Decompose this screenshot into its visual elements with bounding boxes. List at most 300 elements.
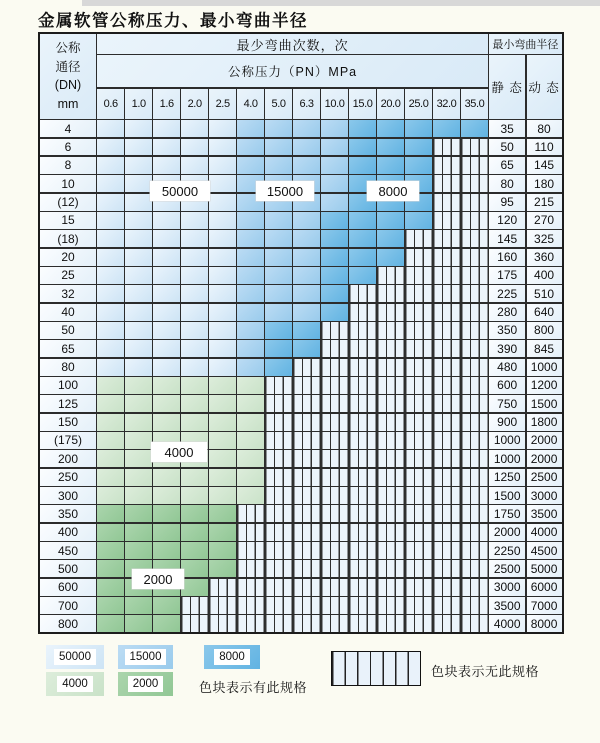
spec-cell [209,524,236,541]
spec-cell [293,212,320,229]
spec-cell [125,432,152,449]
band-label-50000: 50000 [150,181,210,201]
legend-no-spec-note: 色块表示无此规格 [431,664,540,679]
static-radius-cell: 1000 [489,450,525,467]
dynamic-radius-cell: 2000 [527,450,562,467]
spec-cell [377,597,404,614]
dn-cell: 65 [40,340,96,357]
spec-cell [293,560,320,577]
dynamic-radius-cell: 4500 [527,542,562,559]
spec-cell [377,579,404,596]
spec-cell [461,377,488,394]
static-radius-cell: 2500 [489,560,525,577]
legend-chip-8000 [204,645,260,669]
spec-cell [181,139,208,156]
dn-column-header [40,34,96,119]
spec-cell [349,340,376,357]
dynamic-radius-cell: 510 [527,285,562,302]
band-label-15000: 15000 [256,181,314,201]
spec-cell [461,175,488,192]
legend-chip-50000-value: 50000 [54,649,96,665]
dynamic-radius-cell: 5000 [527,560,562,577]
spec-cell [125,322,152,339]
spec-cell [181,579,208,596]
spec-cell [237,120,264,137]
spec-cell [405,450,432,467]
spec-cell [433,230,460,247]
pressure-tick: 32.0 [433,89,460,119]
spec-cell [265,249,292,266]
spec-cell [293,542,320,559]
spec-cell [125,212,152,229]
spec-cell [97,615,124,632]
spec-cell [97,249,124,266]
spec-cell [265,304,292,321]
spec-cell [321,359,348,376]
spec-cell [405,249,432,266]
spec-cell [433,597,460,614]
spec-cell [265,450,292,467]
spec-cell [293,579,320,596]
spec-cell [293,524,320,541]
spec-cell [321,230,348,247]
spec-cell [125,450,152,467]
legend-no-spec-swatch [331,651,421,686]
spec-cell [181,340,208,357]
spec-cell [405,505,432,522]
static-radius-cell: 1250 [489,469,525,486]
spec-cell [209,212,236,229]
spec-cell [209,377,236,394]
spec-cell [237,450,264,467]
spec-cell [97,487,124,504]
spec-cell [405,469,432,486]
spec-cell [377,524,404,541]
dn-cell: 350 [40,505,96,522]
spec-cell [209,139,236,156]
spec-cell [433,560,460,577]
spec-cell [405,414,432,431]
spec-cell [153,249,180,266]
spec-cell [321,450,348,467]
dn-cell: 400 [40,524,96,541]
dn-cell: 32 [40,285,96,302]
spec-cell [349,579,376,596]
spec-cell [125,139,152,156]
spec-cell [125,230,152,247]
dynamic-radius-cell: 8000 [527,615,562,632]
spec-cell [209,249,236,266]
spec-cell [293,505,320,522]
dn-cell: 40 [40,304,96,321]
spec-cell [377,505,404,522]
spec-cell [125,615,152,632]
spec-cell [349,450,376,467]
static-radius-cell: 900 [489,414,525,431]
spec-cell [209,157,236,174]
dynamic-radius-cell: 180 [527,175,562,192]
spec-cell [125,194,152,211]
spec-cell [293,139,320,156]
spec-cell [125,395,152,412]
spec-cell [321,414,348,431]
spec-cell [209,560,236,577]
spec-cell [237,432,264,449]
spec-cell [125,249,152,266]
dn-cell: 80 [40,359,96,376]
spec-cell [237,139,264,156]
spec-cell [97,230,124,247]
spec-cell [349,505,376,522]
spec-cell [237,505,264,522]
dn-column-header-line: (DN) [54,78,82,93]
dynamic-radius-cell: 400 [527,267,562,284]
static-radius-cell: 175 [489,267,525,284]
spec-cell [209,505,236,522]
pressure-tick: 35.0 [461,89,488,119]
spec-cell [405,230,432,247]
spec-cell [209,469,236,486]
dynamic-radius-cell: 2000 [527,432,562,449]
spec-cell [125,340,152,357]
dynamic-column-header: 动 态 [527,55,562,118]
spec-cell [377,615,404,632]
dn-cell: 4 [40,120,96,137]
spec-cell [97,450,124,467]
spec-cell [181,560,208,577]
spec-cell [433,139,460,156]
spec-cell [181,359,208,376]
spec-cell [153,542,180,559]
spec-cell [377,212,404,229]
spec-cell [181,542,208,559]
pressure-header: 公称压力（PN）MPa [97,55,487,87]
static-radius-cell: 4000 [489,615,525,632]
spec-cell [293,615,320,632]
dynamic-radius-cell: 2500 [527,469,562,486]
spec-cell [293,597,320,614]
spec-cell [377,377,404,394]
spec-cell [209,267,236,284]
dn-cell: 25 [40,267,96,284]
spec-cell [405,157,432,174]
static-radius-cell: 600 [489,377,525,394]
spec-cell [349,230,376,247]
dn-cell: (12) [40,194,96,211]
spec-cell [265,615,292,632]
spec-cell [377,469,404,486]
spec-cell [209,175,236,192]
pressure-tick: 25.0 [405,89,432,119]
spec-cell [405,322,432,339]
spec-cell [97,469,124,486]
spec-cell [209,304,236,321]
pressure-tick: 2.0 [181,89,208,119]
spec-cell [125,304,152,321]
pressure-tick: 10.0 [321,89,348,119]
legend-chip-4000 [46,672,104,696]
spec-cell [265,340,292,357]
spec-cell [377,267,404,284]
spec-cell [321,267,348,284]
static-radius-cell: 1500 [489,487,525,504]
spec-cell [237,597,264,614]
spec-cell [461,249,488,266]
dynamic-radius-cell: 3000 [527,487,562,504]
dynamic-radius-cell: 110 [527,139,562,156]
spec-cell [321,432,348,449]
spec-cell [349,212,376,229]
spec-cell [405,285,432,302]
spec-cell [349,139,376,156]
spec-cell [97,322,124,339]
spec-cell [293,285,320,302]
spec-cell [349,359,376,376]
spec-cell [125,597,152,614]
spec-cell [405,615,432,632]
spec-cell [265,359,292,376]
dn-cell: 600 [40,579,96,596]
spec-cell [293,322,320,339]
spec-cell [321,120,348,137]
pressure-tick: 1.6 [153,89,180,119]
legend-chip-15000-value: 15000 [125,649,167,665]
spec-cell [321,524,348,541]
spec-cell [433,267,460,284]
spec-cell [237,395,264,412]
pressure-tick: 2.5 [209,89,236,119]
dn-cell: 150 [40,414,96,431]
dn-cell: 250 [40,469,96,486]
spec-cell [405,432,432,449]
spec-cell [97,542,124,559]
spec-cell [265,505,292,522]
spec-cell [265,267,292,284]
spec-cell [377,120,404,137]
spec-cell [97,359,124,376]
spec-cell [181,615,208,632]
spec-cell [97,175,124,192]
spec-cell [97,304,124,321]
static-radius-cell: 95 [489,194,525,211]
dynamic-radius-cell: 7000 [527,597,562,614]
spec-cell [377,157,404,174]
spec-cell [265,285,292,302]
spec-cell [209,322,236,339]
spec-cell [97,414,124,431]
spec-cell [293,340,320,357]
spec-cell [125,487,152,504]
spec-cell [237,359,264,376]
spec-cell [433,487,460,504]
spec-cell [97,524,124,541]
spec-cell [209,579,236,596]
spec-cell [125,377,152,394]
spec-cell [433,377,460,394]
spec-cell [209,285,236,302]
spec-cell [349,469,376,486]
spec-cell [153,377,180,394]
static-radius-cell: 120 [489,212,525,229]
spec-cell [265,157,292,174]
spec-cell [181,524,208,541]
spec-cell [153,615,180,632]
spec-cell [293,120,320,137]
spec-cell [433,157,460,174]
legend-chip-2000 [118,672,173,696]
spec-cell [181,267,208,284]
spec-cell [349,524,376,541]
spec-cell [293,267,320,284]
spec-cell [321,212,348,229]
dynamic-radius-cell: 3500 [527,505,562,522]
spec-cell [237,414,264,431]
spec-cell [349,322,376,339]
spec-cell [405,579,432,596]
dn-cell: 8 [40,157,96,174]
spec-cell [321,304,348,321]
spec-cell [433,579,460,596]
spec-cell [293,487,320,504]
spec-cell [265,487,292,504]
spec-cell [125,505,152,522]
dynamic-radius-cell: 640 [527,304,562,321]
spec-cell [433,322,460,339]
spec-cell [181,322,208,339]
spec-cell [265,432,292,449]
spec-cell [209,395,236,412]
spec-cell [461,359,488,376]
dn-cell: 6 [40,139,96,156]
spec-cell [461,450,488,467]
spec-cell [405,304,432,321]
spec-cell [461,340,488,357]
dn-cell: (18) [40,230,96,247]
spec-cell [97,579,124,596]
legend-chip-15000 [118,645,173,669]
spec-cell [433,304,460,321]
spec-cell [97,212,124,229]
spec-cell [433,120,460,137]
legend-chip-8000-value: 8000 [214,649,250,665]
spec-cell [321,505,348,522]
spec-cell [181,120,208,137]
spec-cell [237,285,264,302]
pressure-tick: 4.0 [237,89,264,119]
spec-cell [209,615,236,632]
spec-cell [377,560,404,577]
spec-cell [321,395,348,412]
dn-cell: 200 [40,450,96,467]
spec-cell [321,542,348,559]
spec-cell [125,469,152,486]
spec-cell [265,120,292,137]
spec-cell [321,194,348,211]
spec-cell [461,212,488,229]
spec-cell [433,615,460,632]
spec-cell [433,524,460,541]
band-label-8000: 8000 [367,181,419,201]
spec-cell [181,304,208,321]
spec-cell [405,359,432,376]
spec-cell [349,542,376,559]
dn-column-header-line: mm [57,97,79,112]
dn-column-header-line: 公称 [55,40,81,55]
spec-cell [321,487,348,504]
spec-cell [97,194,124,211]
spec-cell [181,414,208,431]
spec-cell [405,212,432,229]
dynamic-radius-cell: 270 [527,212,562,229]
dn-cell: 300 [40,487,96,504]
scan-edge-strip [82,0,600,6]
dn-cell: 450 [40,542,96,559]
pressure-tick: 6.3 [293,89,320,119]
spec-cell [153,359,180,376]
spec-cell [125,120,152,137]
spec-cell [349,560,376,577]
spec-cell [405,560,432,577]
spec-cell [321,249,348,266]
dynamic-radius-cell: 800 [527,322,562,339]
pressure-tick: 0.6 [97,89,124,119]
spec-cell [237,230,264,247]
spec-cell [265,560,292,577]
spec-cell [153,267,180,284]
spec-cell [265,377,292,394]
spec-cell [293,432,320,449]
spec-cell [97,597,124,614]
pressure-tick: 15.0 [349,89,376,119]
spec-cell [321,377,348,394]
spec-cell [293,395,320,412]
spec-cell [265,139,292,156]
spec-cell [349,120,376,137]
spec-cell [349,487,376,504]
spec-cell [349,615,376,632]
spec-cell [433,285,460,302]
dynamic-radius-cell: 4000 [527,524,562,541]
spec-cell [349,157,376,174]
band-label-4000: 4000 [151,442,207,462]
spec-cell [349,267,376,284]
static-radius-cell: 50 [489,139,525,156]
spec-cell [153,120,180,137]
spec-cell [377,139,404,156]
spec-cell [181,212,208,229]
spec-cell [461,597,488,614]
spec-cell [461,285,488,302]
spec-cell [349,285,376,302]
static-radius-cell: 145 [489,230,525,247]
dn-cell: 700 [40,597,96,614]
spec-cell [349,377,376,394]
spec-cell [237,340,264,357]
spec-cell [265,597,292,614]
spec-cell [97,395,124,412]
spec-cell [181,395,208,412]
spec-cell [237,249,264,266]
spec-cell [433,212,460,229]
dynamic-radius-cell: 845 [527,340,562,357]
spec-cell [153,157,180,174]
spec-cell [405,139,432,156]
spec-cell [377,249,404,266]
spec-cell [181,597,208,614]
legend-chip-50000 [46,645,104,669]
spec-cell [405,597,432,614]
spec-cell [405,542,432,559]
